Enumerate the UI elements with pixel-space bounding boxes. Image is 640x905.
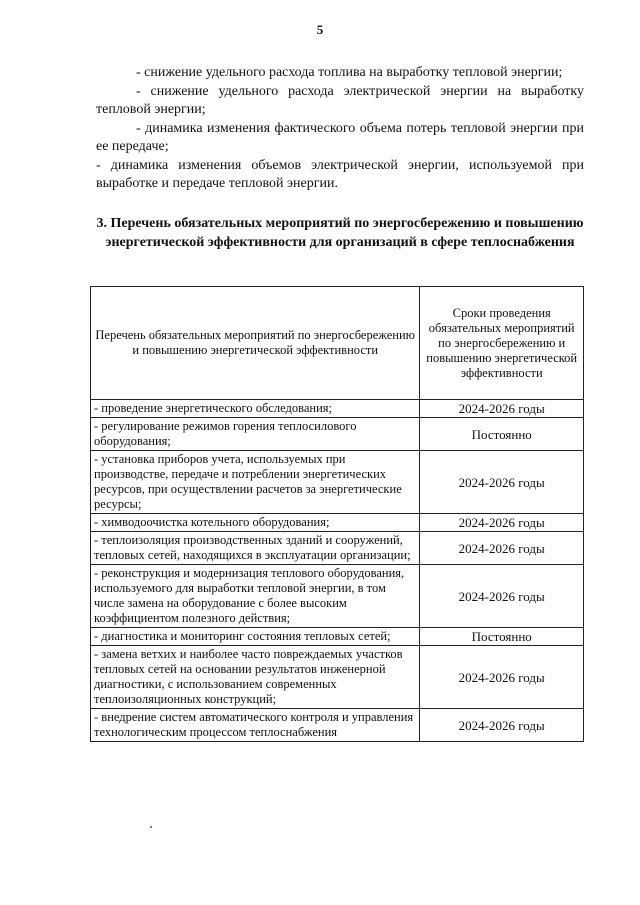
section-title: 3. Перечень обязательных мероприятий по энергосбережению и повышению энергетической эффективности для организаций в сфере теплоснабжения	[96, 216, 584, 250]
table-row	[91, 709, 584, 742]
table-row	[91, 532, 584, 565]
table-row	[91, 565, 584, 628]
scan-speck	[150, 826, 152, 828]
term-cell: 2024-2026 годы	[420, 565, 584, 628]
intro-item: - снижение удельного расхода топлива на выработку тепловой энергии;	[136, 65, 563, 80]
table-row	[91, 646, 584, 709]
table-header-row	[91, 287, 584, 400]
measure-cell: - диагностика и мониторинг состояния тепловых сетей;	[91, 628, 420, 646]
measure-cell: - проведение энергетического обследования;	[91, 400, 420, 418]
term-cell: 2024-2026 годы	[420, 451, 584, 514]
header-terms: Сроки проведения обязательных мероприятий по энергосбережению и повышению энергетической эффективности	[420, 287, 584, 400]
table-row	[91, 628, 584, 646]
intro-item: - динамика изменения фактического объема потерь тепловой энергии при ее передаче;	[96, 121, 584, 154]
term-cell: 2024-2026 годы	[420, 532, 584, 565]
measure-cell: - регулирование режимов горения теплосилового оборудования;	[91, 418, 420, 451]
term-cell: Постоянно	[420, 628, 584, 646]
table-row	[91, 400, 584, 418]
table-row	[91, 514, 584, 532]
term-cell: 2024-2026 годы	[420, 646, 584, 709]
table-row	[91, 418, 584, 451]
page-number: 5	[316, 22, 324, 37]
measure-cell: - химводоочистка котельного оборудования;	[91, 514, 420, 532]
measures-table	[90, 286, 584, 742]
measure-cell: - замена ветхих и наиболее часто повреждаемых участков тепловых сетей на основании результатов инженерной диагностики, с использованием современных теплоизоляционных конструкций;	[91, 646, 420, 709]
measure-cell: - внедрение систем автоматического контроля и управления технологическим процессом теплоснабжения	[91, 709, 420, 742]
table-row	[91, 451, 584, 514]
term-cell: Постоянно	[420, 418, 584, 451]
measure-cell: - установка приборов учета, используемых при производстве, передаче и потреблении энергетических ресурсов, при осуществлении расчетов за энергетические ресурсы;	[91, 451, 420, 514]
measure-cell: - теплоизоляция производственных зданий и сооружений, тепловых сетей, находящихся в эксплуатации организации;	[91, 532, 420, 565]
measure-cell: - реконструкция и модернизация теплового оборудования, используемого для выработки тепловой энергии, в том числе замена на оборудование с более высоким коэффициентом полезного действия;	[91, 565, 420, 628]
intro-item: - динамика изменения объемов электрической энергии, используемой при выработке и передаче тепловой энергии.	[96, 158, 584, 191]
term-cell: 2024-2026 годы	[420, 514, 584, 532]
term-cell: 2024-2026 годы	[420, 400, 584, 418]
intro-item: - снижение удельного расхода электрической энергии на выработку тепловой энергии;	[96, 84, 584, 117]
header-measures: Перечень обязательных мероприятий по энергосбережению и повышению энергетической эффективности	[91, 287, 420, 400]
intro-list	[96, 64, 584, 194]
term-cell: 2024-2026 годы	[420, 709, 584, 742]
